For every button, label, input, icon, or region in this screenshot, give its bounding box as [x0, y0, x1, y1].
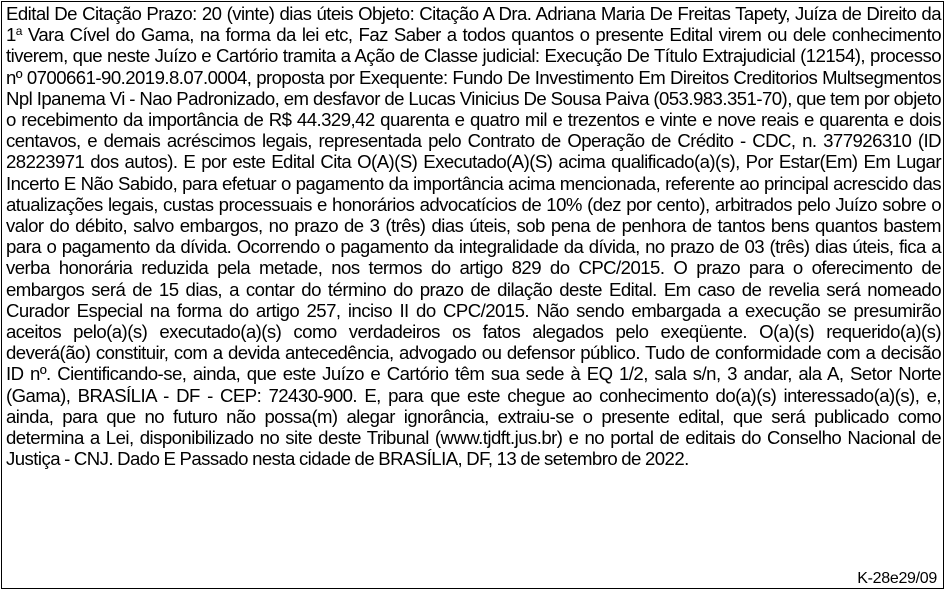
- notice-text-part1: Edital De Citação Prazo: 20 (vinte) dias úteis Objeto: Citação A Dra. Adriana Maria De Freitas Tapety, Juíza de Direito da 1: [6, 3, 941, 46]
- ordinal-superscript: a: [15, 24, 22, 39]
- notice-body-text: [6, 3, 941, 469]
- legal-notice-box: [1, 1, 944, 589]
- notice-text-part2: Vara Cível do Gama, na forma da lei etc, Faz Saber a todos quantos o presente Edital virem ou dele conhecimento tiverem, que neste Juízo e Cartório tramita a Ação de Classe judicial: Execução De Título Extrajudicial (12154), processo nº 0700661-90.2019.8.07.0004, proposta por Exequente: Fundo De Investimento Em Direitos Creditorios Multsegmentos Npl Ipanema Vi - Nao Padronizado, em desfavor de Lucas Vinicius De Sousa Paiva (053.983.351-70), que tem por objeto o recebimento da importância de R$ 44.329,42 quarenta e quatro mil e trezentos e vinte e nove reais e quarenta e dois centavos, e demais acréscimos legais, representada pelo Contrato de Operação de Crédito - CDC, n. 377926310 (ID 28223971 dos autos). E por este Edital Cita O(A)(S) Executado(A)(S) acima qualificado(a)(s), Por Estar(Em) Em Lugar Incerto E Não Sabido, para efetuar o pagamento da importância acima mencionada, referente ao principal acrescido das atualizações legais, custas processuais e honorários advocatícios de 10% (dez por cento), arbitrados pelo Juízo sobre o valor do débito, salvo embargos, no prazo de 3 (três) dias úteis, sob pena de penhora de tantos bens quantos bastem para o pagamento da dívida. Ocorrendo o pagamento da integralidade da dívida, no prazo de 03 (três) dias úteis, fica a verba honorária reduzida pela metade, nos termos do artigo 829 do CPC/2015. O prazo para o oferecimento de embargos será de 15 dias, a contar do término do prazo de dilação deste Edital. Em caso de revelia será nomeado Curador Especial na forma do artigo 257, inciso II do CPC/2015. Não sendo embargada a execução se presumirão aceitos pelo(a)(s) executado(a)(s) como verdadeiros os fatos alegados pelo exeqüente. O(a)(s) requerido(a)(s) deverá(ão) constituir, com a devida antecedência, advogado ou defensor público. Tudo de conformidade com a decisão ID nº. Cientificando-se, ainda, que este Juízo e Cartório têm sua sede à EQ 1/2, sala s/n, 3 andar, ala A, Setor Norte (Gama), BRASÍLIA - DF - CEP: 72430-900. E, para que este chegue ao conhecimento do(a)(s) interessado(a)(s), e, ainda, para que no futuro não possa(m) alegar ignorância, extraiu-se o presente edital, que será publicado como determina a Lei, disponibilizado no site deste Tribunal (www.tjdft.jus.br) e no portal de editais do Conselho Nacional de Justiça - CNJ. Dado E Passado nesta cidade de BRASÍLIA, DF, 13 de setembro de 2022.: [6, 24, 941, 470]
- reference-code: K-28e29/09: [857, 570, 937, 587]
